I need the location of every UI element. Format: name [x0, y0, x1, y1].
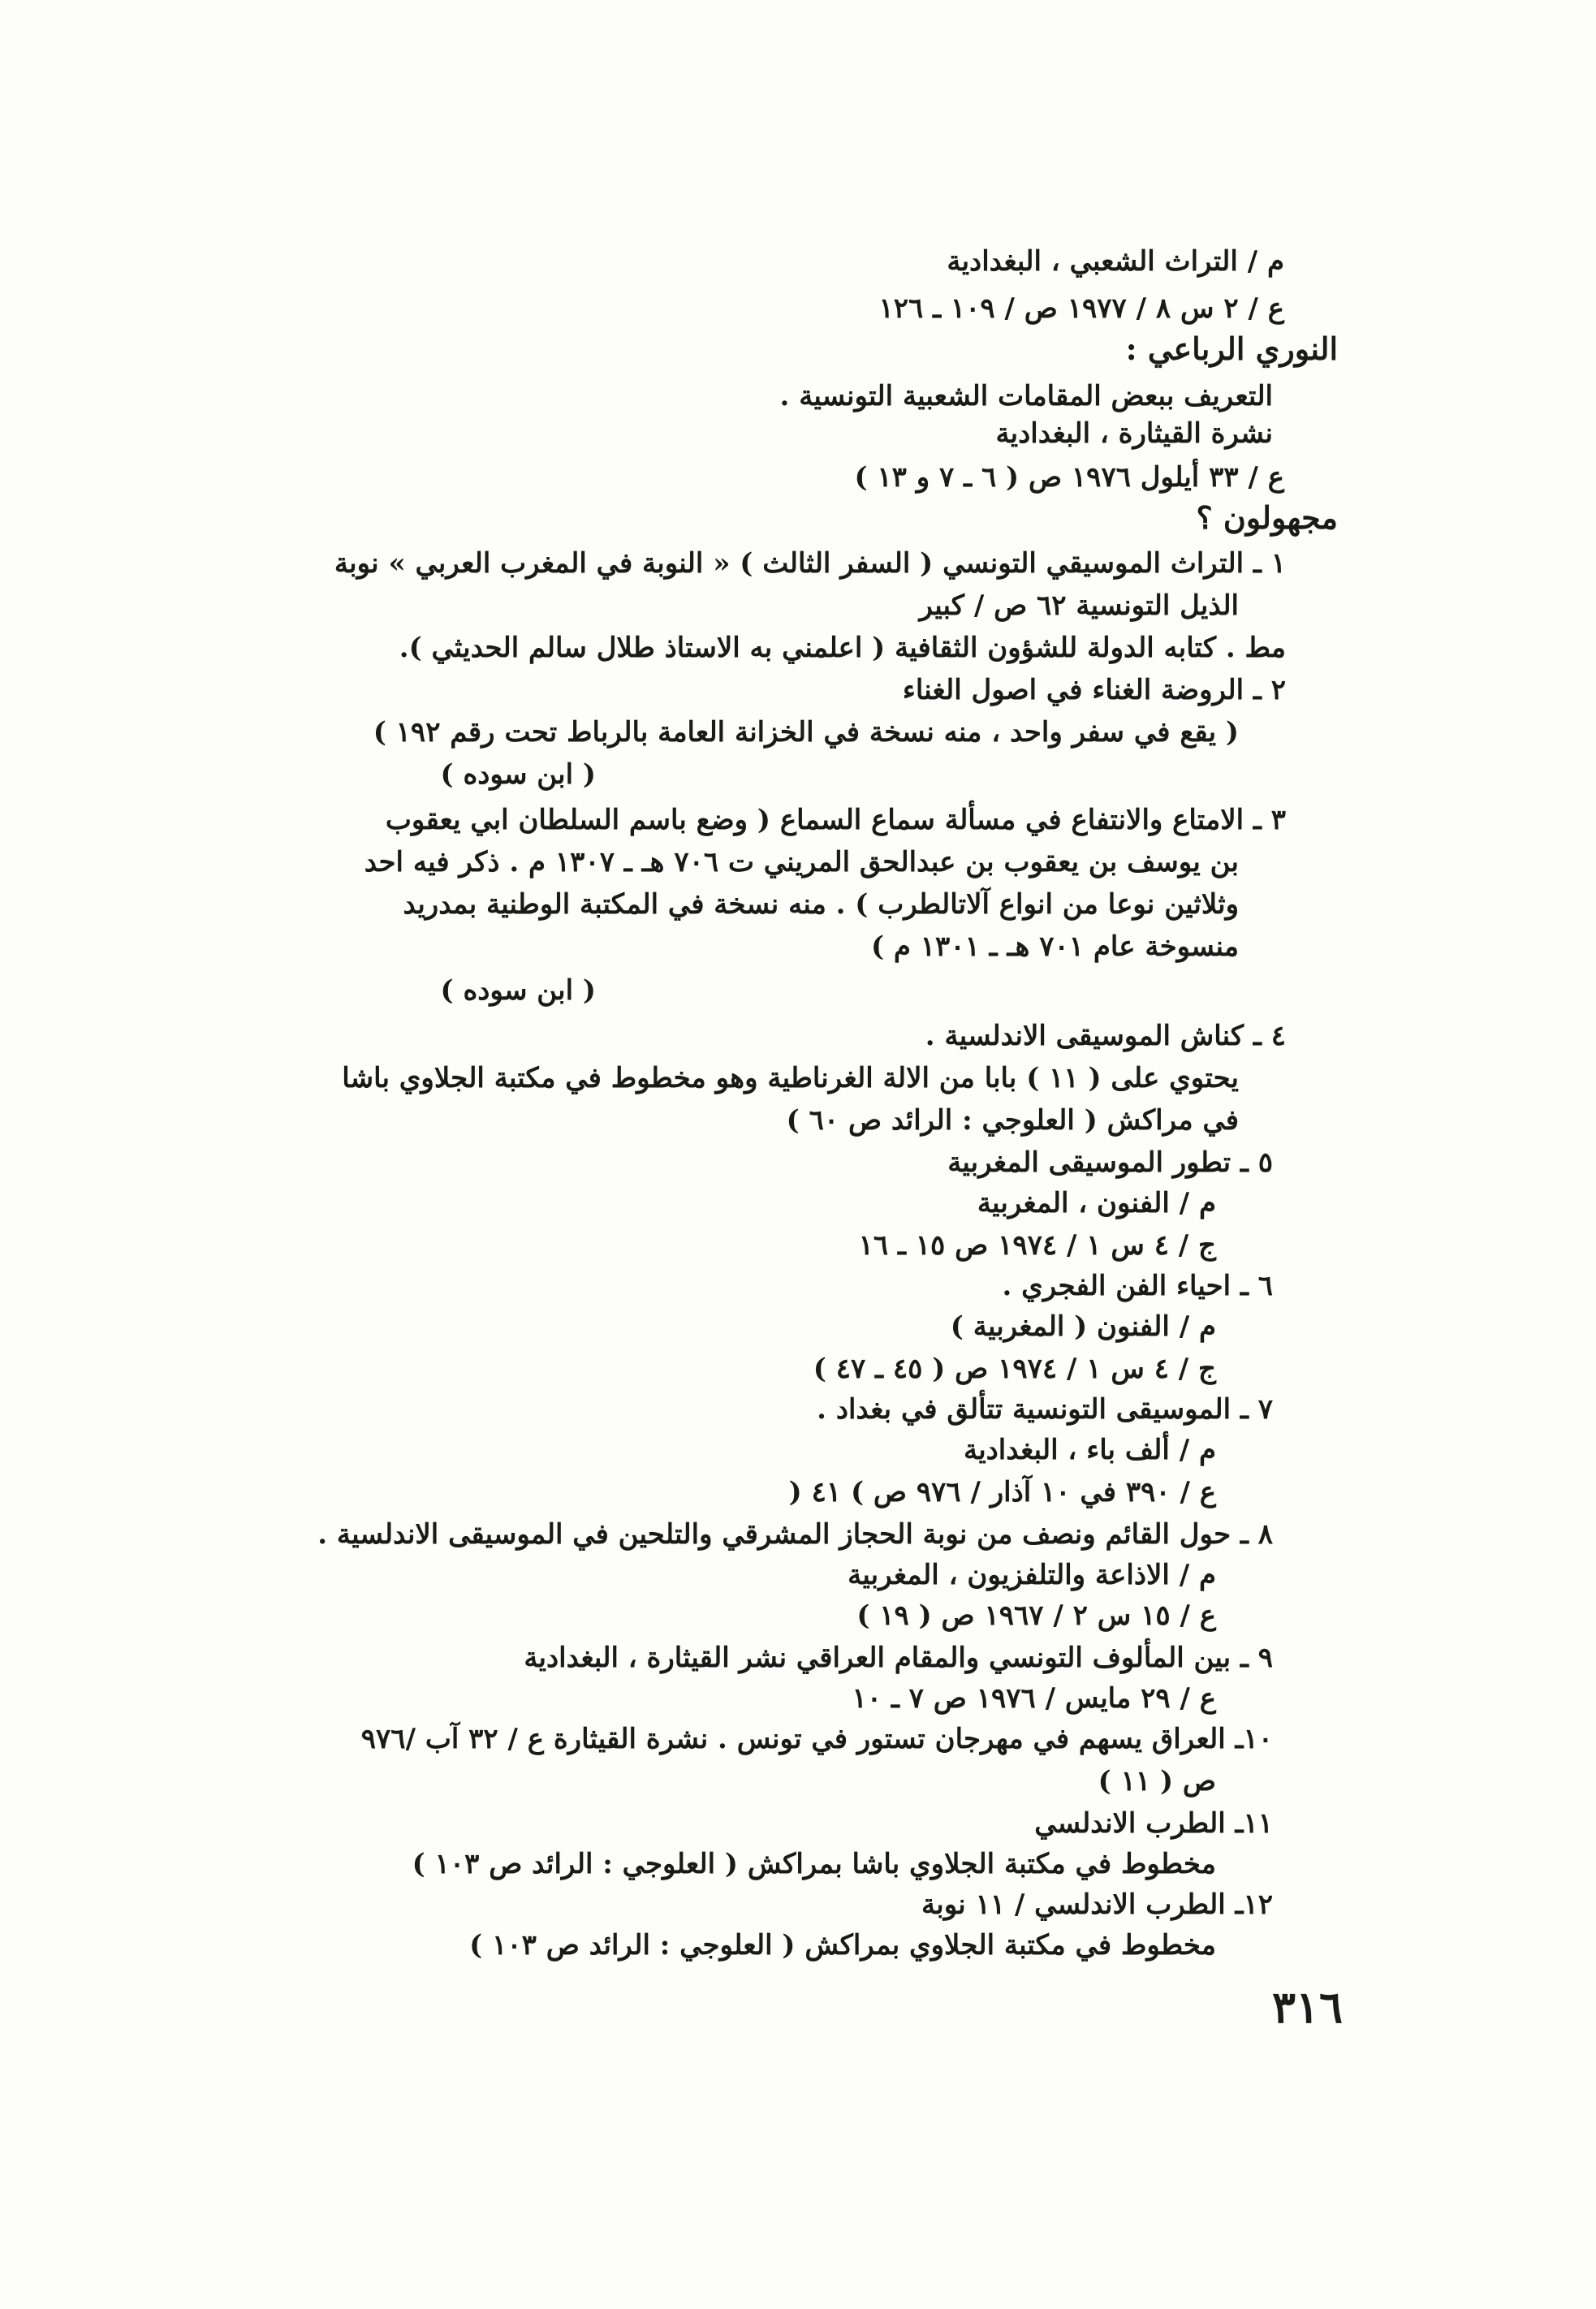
text-line: ع / ٣٩٠ في ١٠ آذار / ٩٧٦ ص ) ٤١ ( [788, 1476, 1216, 1508]
section-heading: النوري الرباعي : [1125, 330, 1338, 367]
text-line: ع / ٢٩ مايس / ١٩٧٦ ص ٧ ـ ١٠ [852, 1682, 1216, 1715]
text-line: بن يوسف بن يعقوب بن عبدالحق المريني ت ٧٠٦ هـ ـ ١٣٠٧ م . ذكر فيه احد [364, 846, 1239, 878]
text-line: ١٢ـ الطرب الاندلسي / ١١ نوبة [921, 1888, 1273, 1921]
text-line: م / ألف باء ، البغدادية [963, 1434, 1216, 1466]
text-line: نشرة القيثارة ، البغدادية [995, 417, 1273, 450]
text-line: ( ابن سوده ) [440, 974, 596, 1007]
text-line: ٩ ـ بين المألوف التونسي والمقام العراقي نشر القيثارة ، البغدادية [524, 1642, 1273, 1674]
text-line: م / الاذاعة والتلفزيون ، المغربية [848, 1559, 1216, 1591]
text-line: ع / ١٥ س ٢ / ١٩٦٧ ص ( ١٩ ) [856, 1599, 1216, 1632]
section-heading: مجهولون ؟ [1196, 499, 1338, 536]
text-line: ٣ ـ الامتاع والانتفاع في مسألة سماع السماع ( وضع باسم السلطان ابي يعقوب [385, 804, 1286, 836]
text-line: الذيل التونسية ٦٢ ص / كبير [919, 589, 1239, 622]
text-line: التعريف ببعض المقامات الشعبية التونسية . [779, 380, 1273, 412]
text-line: ص ( ١١ ) [1098, 1765, 1216, 1798]
text-line: ١٠ـ العراق يسهم في مهرجان تستور في تونس . نشرة القيثارة ع / ٣٢ آب /٩٧٦ [360, 1723, 1273, 1755]
text-line: ٧ ـ الموسيقى التونسية تتألق في بغداد . [817, 1393, 1273, 1426]
text-line: ( يقع في سفر واحد ، منه نسخة في الخزانة العامة بالرباط تحت رقم ١٩٢ ) [373, 716, 1239, 749]
text-line: ٦ ـ احياء الفن الفجري . [1002, 1270, 1273, 1302]
text-line: مخطوط في مكتبة الجلاوي بمراكش ( العلوجي : الرائد ص ١٠٣ ) [469, 1929, 1216, 1962]
text-line: ١١ـ الطرب الاندلسي [1034, 1807, 1273, 1840]
text-line: ٥ ـ تطور الموسيقى المغربية [947, 1146, 1273, 1179]
page-number: ٣١٦ [1271, 1981, 1343, 2033]
text-line: ج / ٤ س ١ / ١٩٧٤ ص ( ٤٥ ـ ٤٧ ) [813, 1353, 1216, 1385]
text-line: منسوخة عام ٧٠١ هـ ـ ١٣٠١ م ) [870, 930, 1239, 963]
text-line: وثلاثين نوعا من انواع آلاتالطرب ) . منه نسخة في المكتبة الوطنية بمدريد [403, 888, 1239, 921]
text-line: م / التراث الشعبي ، البغدادية [947, 245, 1284, 278]
text-line: ( ابن سوده ) [440, 758, 596, 791]
text-line: ١ ـ التراث الموسيقي التونسي ( السفر الثالث ) « النوبة في المغرب العربي » نوبة [334, 547, 1286, 580]
text-line: يحتوي على ( ١١ ) بابا من الالة الغرناطية وهو مخطوط في مكتبة الجلاوي باشا [342, 1062, 1239, 1094]
text-line: ع / ٢ س ٨ / ١٩٧٧ ص / ١٠٩ ـ ١٢٦ [878, 292, 1284, 325]
text-line: ٢ ـ الروضة الغناء في اصول الغناء [902, 674, 1286, 706]
text-line: ٤ ـ كناش الموسيقى الاندلسية . [925, 1020, 1286, 1052]
text-line: ٨ ـ حول القائم ونصف من نوبة الحجاز المشرقي والتلحين في الموسيقى الاندلسية . [317, 1518, 1273, 1551]
text-line: م / الفنون ، المغربية [977, 1187, 1216, 1219]
text-line: مط . كتابه الدولة للشؤون الثقافية ( اعلمني به الاستاذ طلال سالم الحديثي ). [399, 632, 1286, 664]
text-line: ع / ٣٣ أيلول ١٩٧٦ ص ( ٦ ـ ٧ و ١٣ ) [854, 461, 1284, 494]
text-line: م / الفنون ( المغربية ) [950, 1310, 1216, 1343]
text-line: ج / ٤ س ١ / ١٩٧٤ ص ١٥ ـ ١٦ [858, 1229, 1216, 1262]
text-line: مخطوط في مكتبة الجلاوي باشا بمراكش ( العلوجي : الرائد ص ١٠٣ ) [412, 1848, 1216, 1880]
text-line: في مراكش ( العلوجي : الرائد ص ٦٠ ) [786, 1104, 1239, 1137]
